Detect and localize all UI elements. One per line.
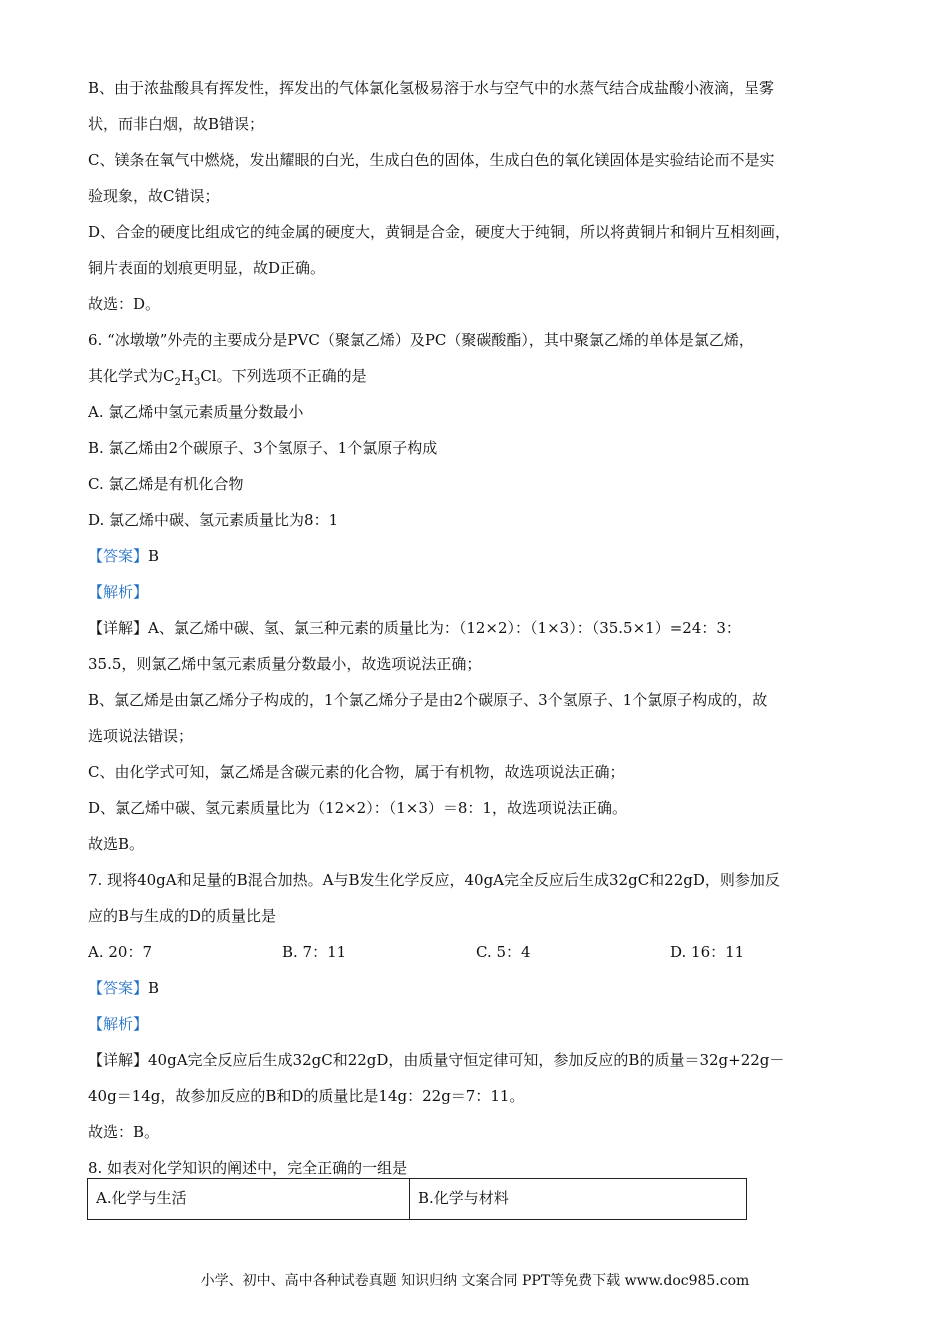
q8-stem: 8. 如表对化学知识的阐述中，完全正确的一组是 — [88, 1159, 408, 1177]
q7-analysis-tag: 【解析】 — [88, 1015, 149, 1033]
q5-choice: 故选：D。 — [88, 295, 161, 313]
detail-tag: 【详解】 — [88, 619, 149, 637]
q6-detail-line6: D、氯乙烯中碳、氢元素质量比为（12×2）：（1×3）＝8：1，故选项说法正确。 — [88, 799, 627, 817]
q6-detail-line3: B、氯乙烯是由氯乙烯分子构成的，1个氯乙烯分子是由2个碳原子、3个氢原子、1个氯原子构成的，故 — [88, 691, 768, 709]
q6-option-c: C. 氯乙烯是有机化合物 — [88, 475, 244, 493]
q7-option-c: C. 5：4 — [476, 943, 531, 961]
q6-detail-line1: 【详解】A、氯乙烯中碳、氢、氯三种元素的质量比为：（12×2）：（1×3）：（35.5×1）=24：3： — [88, 619, 741, 637]
q5-option-b-line2: 状，而非白烟，故B错误； — [88, 115, 265, 133]
q6-option-b: B. 氯乙烯由2个碳原子、3个氢原子、1个氯原子构成 — [88, 439, 438, 457]
q6-stem-line1: 6. “冰墩墩”外壳的主要成分是PVC（聚氯乙烯）及PC（聚碳酸酯），其中聚氯乙烯的单体是氯乙烯， — [88, 331, 754, 349]
q5-option-d-line1: D、合金的硬度比组成它的纯金属的硬度大，黄铜是合金，硬度大于纯铜，所以将黄铜片和铜片互相刻画， — [88, 223, 791, 241]
q7-stem-line2: 应的B与生成的D的质量比是 — [88, 907, 277, 925]
q6-stem-line2: 其化学式为$C_2H_3Cl$。下列选项不正确的是 — [88, 367, 367, 388]
q6-analysis-tag: 【解析】 — [88, 583, 149, 601]
q6-answer: 【答案】B — [88, 547, 160, 565]
q8-cell-a: A.化学与生活 — [88, 1179, 410, 1219]
q7-stem-line1: 7. 现将40gA和足量的B混合加热。A与B发生化学反应，40gA完全反应后生成32gC和22gD，则参加反 — [88, 871, 780, 889]
answer-tag: 【答案】 — [88, 547, 149, 565]
q6-detail-line4: 选项说法错误； — [88, 727, 194, 745]
q6-option-a: A. 氯乙烯中氢元素质量分数最小 — [88, 403, 304, 421]
q7-option-d: D. 16：11 — [670, 943, 745, 961]
q7-detail-line1: 【详解】40gA完全反应后生成32gC和22gD，由质量守恒定律可知，参加反应的B的质量＝32g+22g－ — [88, 1051, 785, 1069]
q7-options — [88, 934, 868, 970]
footer-promo-text: 小学、初中、高中各种试卷真题 知识归纳 文案合同 PPT等免费下载 www.doc985.com — [200, 1273, 750, 1289]
q5-option-d-line2: 铜片表面的划痕更明显，故D正确。 — [88, 259, 326, 277]
q5-option-c-line2: 验现象，故C错误； — [88, 187, 220, 205]
q8-table — [87, 1178, 747, 1220]
q8-cell-b: B.化学与材料 — [418, 1189, 509, 1207]
detail-tag: 【详解】 — [88, 1051, 149, 1069]
q7-choice: 故选：B。 — [88, 1123, 160, 1141]
q6-option-d: D. 氯乙烯中碳、氢元素质量比为8：1 — [88, 511, 339, 529]
q7-option-a: A. 20：7 — [88, 943, 152, 961]
answer-tag: 【答案】 — [88, 979, 149, 997]
q7-answer: 【答案】B — [88, 979, 160, 997]
document-body — [88, 70, 868, 1186]
q6-detail-line5: C、由化学式可知，氯乙烯是含碳元素的化合物，属于有机物，故选项说法正确； — [88, 763, 625, 781]
q7-option-b: B. 7：11 — [282, 943, 347, 961]
q5-option-c-line1: C、镁条在氧气中燃烧，发出耀眼的白光，生成白色的固体，生成白色的氧化镁固体是实验结论而不是实 — [88, 151, 775, 169]
q5-option-b-line1: B、由于浓盐酸具有挥发性，挥发出的气体氯化氢极易溶于水与空气中的水蒸气结合成盐酸小液滴，呈雾 — [88, 79, 775, 97]
q7-detail-line2: 40g＝14g，故参加反应的B和D的质量比是14g：22g＝7：11。 — [88, 1087, 525, 1105]
q6-choice: 故选B。 — [88, 835, 145, 853]
q6-detail-line2: 35.5，则氯乙烯中氢元素质量分数最小，故选项说法正确； — [88, 655, 482, 673]
